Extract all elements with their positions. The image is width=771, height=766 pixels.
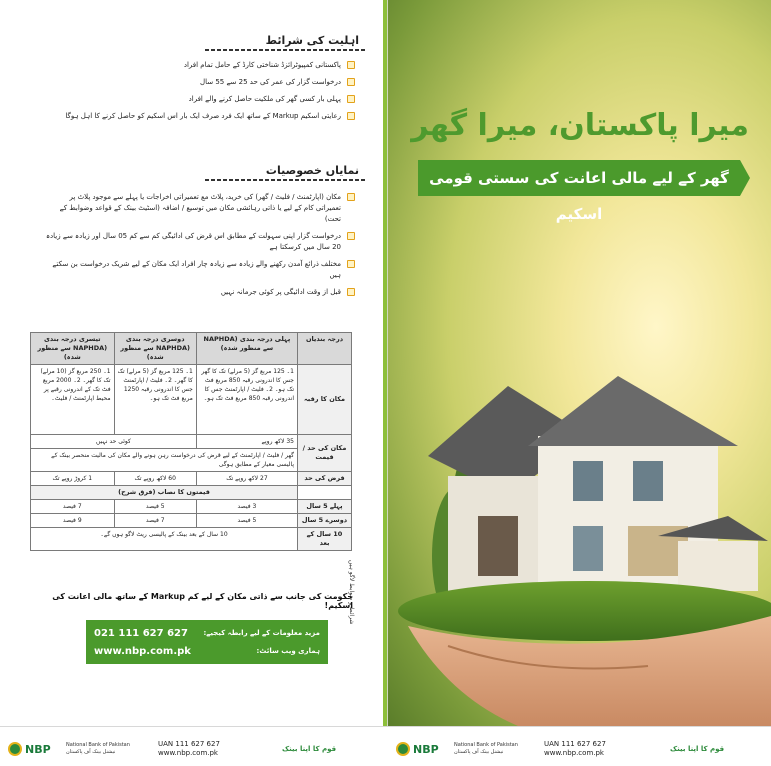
table-cell: 1۔ 125 مربع گز (5 مرلے) تک کا گھر جس کا اندرونی رقبہ 850 مربع فٹ تک ہو۔ 2۔ فلیٹ / اپارٹمنٹ جس کا اندرونی رقبہ 850 مربع فٹ تک ہو۔ bbox=[196, 365, 297, 435]
categories-table bbox=[30, 332, 352, 551]
phone-number[interactable]: 021 111 627 627 bbox=[94, 627, 188, 639]
list-item: رعایتی اسکیم Markup کے ساتھ ایک فرد صرف ایک بار اس اسکیم کو حاصل کرنے کا اہل ہوگا bbox=[45, 111, 355, 122]
table-row bbox=[31, 435, 352, 449]
eligibility-heading-text: اہلیت کی شرائط bbox=[265, 34, 359, 47]
table-row bbox=[31, 514, 352, 528]
table-cell: 10 سال کے بعد بینک کے پالیسی ریٹ لاگو ہوں گے۔ bbox=[31, 528, 298, 551]
footer-bank-name bbox=[66, 735, 130, 763]
footer bbox=[0, 726, 771, 766]
web-label: ہماری ویب سائٹ: bbox=[256, 647, 320, 655]
left-panel bbox=[0, 0, 383, 726]
bullet-icon bbox=[347, 260, 355, 268]
bank-name-en: National Bank of Pakistan bbox=[66, 742, 130, 748]
list-item: پہلی بار کسی گھر کی ملکیت حاصل کرنے والے افراد bbox=[45, 94, 355, 105]
scheme-caption: حکومت کی جانب سے ذاتی مکان کے لیے کم Markup کے ساتھ مالی اعانت کی اسکیم! bbox=[52, 592, 353, 610]
eligibility-heading bbox=[266, 34, 359, 47]
list-item: مختلف ذرائع آمدن رکھنے والے زیادہ سے زیادہ چار افراد ایک مکان کے لیے شریک درخواست بن سکتے ہیں bbox=[45, 259, 355, 281]
features-heading bbox=[266, 164, 359, 177]
eligibility-list bbox=[45, 60, 355, 128]
bullet-icon bbox=[347, 61, 355, 69]
slogan-text: قوم کا اپنا بینک bbox=[282, 745, 337, 753]
bank-name-en: National Bank of Pakistan bbox=[454, 742, 518, 748]
footer-website[interactable]: www.nbp.com.pk bbox=[544, 749, 604, 757]
table-cell: گھر / فلیٹ / اپارٹمنٹ کے لیے قرض کی درخواست رہن ہونے والے مکان کی مالیت منحصر بینک کے پالیسی معیار کے مطابق ہوگی bbox=[31, 449, 298, 472]
terms-note: شرائط و ضوابط لاگو ہیں bbox=[348, 560, 355, 625]
list-item: پاکستانی کمپیوٹرائزڈ شناختی کارڈ کے حامل تمام افراد bbox=[45, 60, 355, 71]
contact-box bbox=[86, 620, 328, 664]
slogan-text: قوم کا اپنا بینک bbox=[670, 745, 725, 753]
footer-brand bbox=[396, 735, 439, 763]
table-cell: 1۔ 125 مربع گز (5 مرلے) تک کا گھر۔ 2۔ فلیٹ / اپارٹمنٹ جس کا اندرونی رقبہ 1250 مربع فٹ تک ہو۔ bbox=[114, 365, 196, 435]
table-cell: 3 فیصد bbox=[196, 500, 297, 514]
table-cell: 7 فیصد bbox=[31, 500, 115, 514]
brand-name: NBP bbox=[25, 742, 51, 756]
nbp-logo-icon bbox=[396, 742, 410, 756]
bank-name-ur: نیشنل بینک آف پاکستان bbox=[66, 749, 116, 755]
cover-title: میرا پاکستان، میرا گھر bbox=[411, 108, 749, 143]
footer-slogan bbox=[670, 735, 724, 763]
table-cell: 60 لاکھ روپے تک bbox=[114, 472, 196, 486]
table-cell: 27 لاکھ روپے تک bbox=[196, 472, 297, 486]
nbp-logo-icon bbox=[8, 742, 22, 756]
row-label: دوسرے 5 سال bbox=[298, 514, 352, 528]
table-cell: 1۔ 250 مربع گز (10 مرلے) تک کا گھر۔ 2۔ 2000 مربع فٹ تک کے اندرونی رقبے پر محیط اپارٹمنٹ / فلیٹ۔ bbox=[31, 365, 115, 435]
row-label: مکان کی حد / قیمت bbox=[298, 435, 352, 472]
uan-number: UAN 111 627 627 bbox=[158, 740, 220, 748]
table-cell: 5 فیصد bbox=[196, 514, 297, 528]
row-label: قرض کی حد bbox=[298, 472, 352, 486]
info-label: مزید معلومات کے لیے رابطہ کیجیے: bbox=[203, 629, 320, 637]
list-item: درخواست گزار کی عمر کی حد 25 سے 55 سال bbox=[45, 77, 355, 88]
table-row bbox=[31, 472, 352, 486]
table-cell: 7 فیصد bbox=[114, 514, 196, 528]
bullet-icon bbox=[347, 193, 355, 201]
cover-panel bbox=[388, 0, 771, 726]
table-header: دوسری درجہ بندی (NAPHDA سے منظور شدہ) bbox=[114, 333, 196, 365]
table-row bbox=[31, 365, 352, 435]
table-header-row bbox=[31, 333, 352, 365]
list-item: قبل از وقت ادائیگی پر کوئی جرمانہ نہیں bbox=[45, 287, 355, 298]
table-subheader: قیمتوں کا نصاب (فرق شرح) bbox=[31, 486, 298, 500]
contact-phone-row bbox=[94, 624, 320, 642]
row-label: 10 سال کے بعد bbox=[298, 528, 352, 551]
table-cell: 35 لاکھ روپے bbox=[196, 435, 297, 449]
footer-slogan bbox=[282, 735, 336, 763]
features-list bbox=[45, 192, 355, 304]
table-cell: کوئی حد نہیں bbox=[31, 435, 197, 449]
bullet-icon bbox=[347, 112, 355, 120]
website-link[interactable]: www.nbp.com.pk bbox=[94, 645, 191, 657]
table-row bbox=[31, 486, 352, 500]
table-row bbox=[31, 500, 352, 514]
table-header: تیسری درجہ بندی (NAPHDA سے منظور شدہ) bbox=[31, 333, 115, 365]
footer-contact bbox=[158, 735, 220, 763]
bullet-icon bbox=[347, 232, 355, 240]
table-row bbox=[31, 528, 352, 551]
uan-number: UAN 111 627 627 bbox=[544, 740, 606, 748]
bullet-icon bbox=[347, 78, 355, 86]
row-label: مکان کا رقبہ bbox=[298, 365, 352, 435]
footer-website[interactable]: www.nbp.com.pk bbox=[158, 749, 218, 757]
bullet-icon bbox=[347, 95, 355, 103]
contact-web-row bbox=[94, 642, 320, 660]
table-cell: 5 فیصد bbox=[114, 500, 196, 514]
bullet-icon bbox=[347, 288, 355, 296]
footer-bank-name bbox=[454, 735, 518, 763]
list-item: مکان (اپارٹمنٹ / فلیٹ / گھر) کی خرید، پلاٹ مع تعمیراتی اخراجات یا پہلے سے موجود پلاٹ پر تعمیراتی کام کے لیے یا ذاتی رہائشی مکان میں توسیع / اضافہ (اسٹیٹ بینک کے قواعد وضوابط کے تحت) bbox=[45, 192, 355, 225]
table-header: درجہ بندیاں bbox=[298, 333, 352, 365]
footer-contact bbox=[544, 735, 606, 763]
list-item: درخواست گزار اپنی سہولت کے مطابق اس قرض کی ادائیگی کم سے کم 05 سال اور زیادہ سے زیادہ 20 سال میں کرسکتا ہے bbox=[45, 231, 355, 253]
house-in-hands-image bbox=[388, 196, 771, 726]
table-header: پہلی درجہ بندی (NAPHDA سے منظور شدہ) bbox=[196, 333, 297, 365]
brand-name: NBP bbox=[413, 742, 439, 756]
footer-brand bbox=[8, 735, 51, 763]
table-cell: 1 کروڑ روپے تک bbox=[31, 472, 115, 486]
bank-name-ur: نیشنل بینک آف پاکستان bbox=[454, 749, 504, 755]
features-heading-text: نمایاں خصوصیات bbox=[265, 164, 359, 177]
cover-subtitle: گھر کے لیے مالی اعانت کی سستی قومی اسکیم bbox=[418, 160, 740, 196]
row-label: پہلے 5 سال bbox=[298, 500, 352, 514]
table-cell: 9 فیصد bbox=[31, 514, 115, 528]
